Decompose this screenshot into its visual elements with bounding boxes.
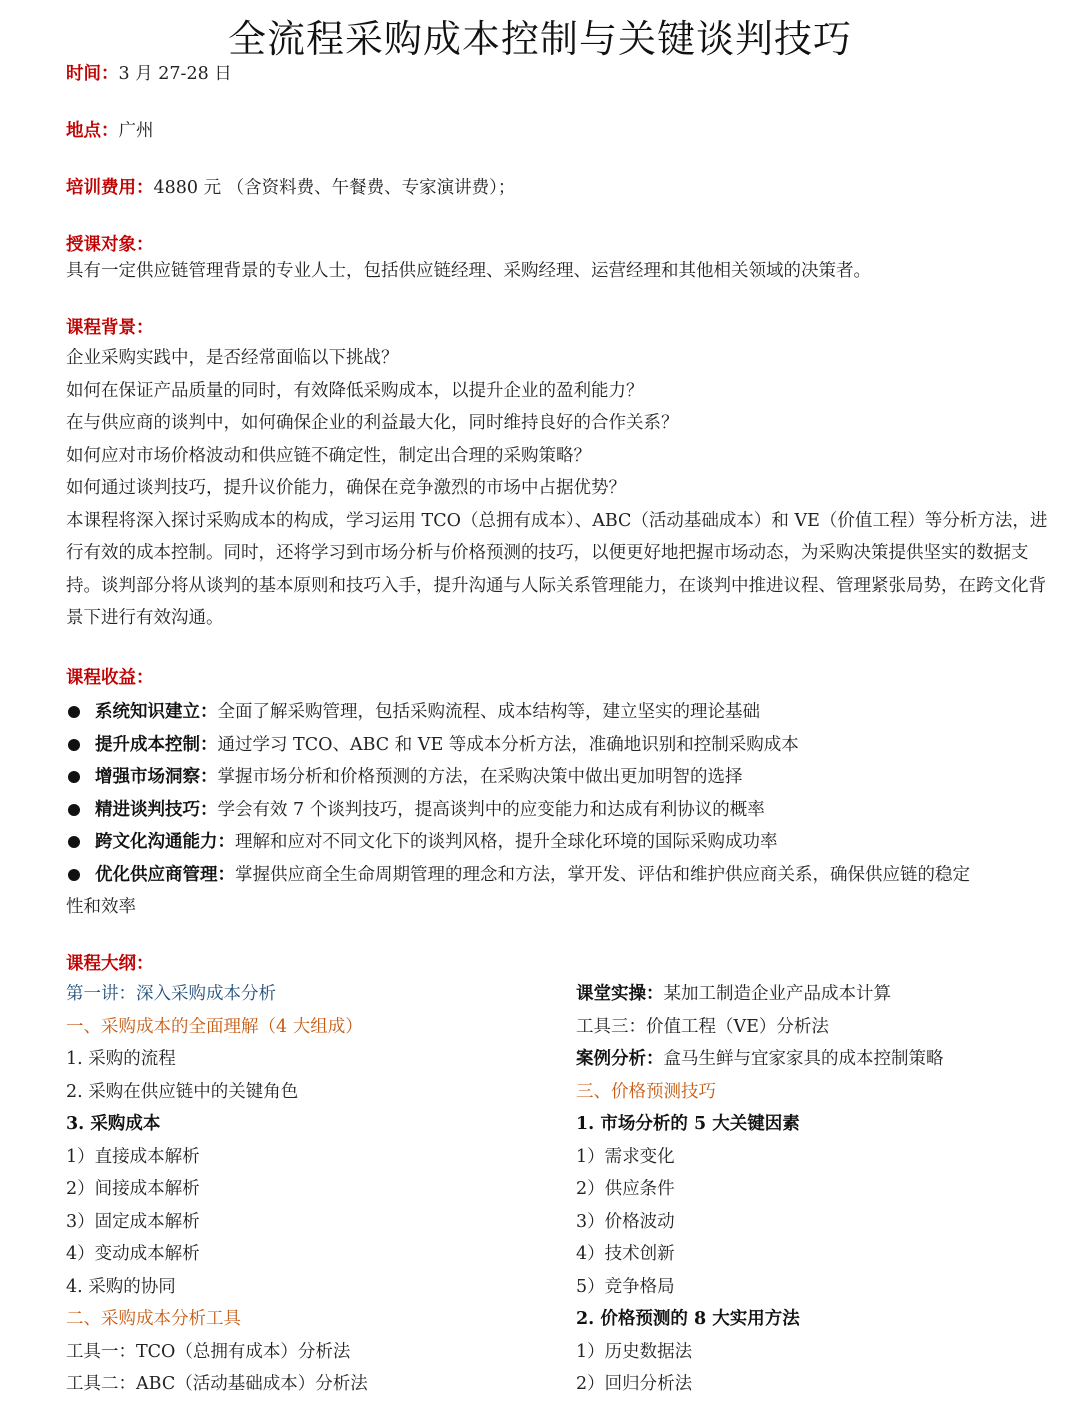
background-question: 在与供应商的谈判中，如何确保企业的利益最大化，同时维持良好的合作关系？: [66, 413, 679, 433]
place-value: 广州: [118, 121, 154, 141]
background-question: 企业采购实践中，是否经常面临以下挑战？: [66, 348, 399, 368]
section-heading: 二、采购成本分析工具: [66, 1309, 241, 1329]
list-item: [66, 761, 1051, 794]
bullet-icon: [68, 804, 80, 816]
background-question: 如何在保证产品质量的同时，有效降低采购成本，以提升企业的盈利能力？: [66, 380, 644, 401]
outline-subitem: 3）固定成本解析: [66, 1211, 200, 1232]
outline-item: 2. 价格预测的 8 大实用方法: [576, 1309, 800, 1329]
benefit-text: 学会有效 7 个谈判技巧，提高谈判中的应变能力和达成有利协议的概率: [217, 799, 765, 820]
outline-subitem: 4）变动成本解析: [66, 1244, 200, 1264]
outline-subitem: 2）供应条件: [576, 1179, 675, 1199]
case-line: [576, 1043, 1056, 1076]
lecture-heading: 第一讲：深入采购成本分析: [66, 984, 276, 1004]
practice-line: [576, 978, 1056, 1011]
bullet-icon: [68, 706, 80, 718]
benefit-title: 系统知识建立：: [95, 702, 218, 722]
time-line: [66, 62, 232, 86]
audience-text: 具有一定供应链管理背景的专业人士，包括供应链经理、采购经理、运营经理和其他相关领域的决策者。: [66, 261, 871, 281]
benefits-label: 课程收益：: [66, 668, 154, 688]
bullet-icon: [68, 771, 80, 783]
outline-left-column: [66, 978, 546, 1401]
benefit-title: 精进谈判技巧：: [95, 799, 218, 820]
list-item: [66, 826, 1051, 859]
list-item: [66, 794, 1051, 827]
outline-subitem: 4）技术创新: [576, 1244, 675, 1264]
background-body: [66, 342, 1051, 635]
outline-subitem: 2）间接成本解析: [66, 1179, 200, 1199]
benefit-text: 全面了解采购管理，包括采购流程、成本结构等，建立坚实的理论基础: [217, 702, 760, 722]
background-label: 课程背景：: [66, 318, 154, 338]
benefit-title: 增强市场洞察：: [95, 767, 218, 787]
outline-tool: 工具二：ABC（活动基础成本）分析法: [66, 1374, 368, 1394]
outline-item: 2. 采购在供应链中的关键角色: [66, 1081, 299, 1102]
outline-item: 4. 采购的协同: [66, 1276, 176, 1297]
outline-label: 课程大纲：: [66, 954, 154, 974]
list-item: [66, 729, 1051, 762]
outline-tool: 工具一：TCO（总拥有成本）分析法: [66, 1341, 351, 1362]
outline-subitem: 1）直接成本解析: [66, 1146, 200, 1167]
background-question: 如何应对市场价格波动和供应链不确定性，制定出合理的采购策略？: [66, 445, 591, 466]
benefits-label-line: [66, 666, 154, 690]
place-line: [66, 119, 154, 143]
outline-subitem: 2）回归分析法: [576, 1374, 693, 1394]
benefit-text: 理解和应对不同文化下的谈判风格，提升全球化环境的国际采购成功率: [235, 832, 778, 852]
outline-right-column: [576, 978, 1056, 1401]
benefits-list: [66, 696, 1051, 924]
background-paragraph: 本课程将深入探讨采购成本的构成，学习运用 TCO（总拥有成本）、ABC（活动基础成本）和 VE（价值工程）等分析方法，进行有效的成本控制。同时，还将学习到市场分析与价格预测的技巧，以便更好地把握市场动态，为采购决策提供坚实的数据支持。谈判部分将从谈判的基本原则和技巧入手，提升沟通与人际关系管理能力，在谈判中推进议程、管理紧张局势，在跨文化背景下进行有效沟通。: [66, 510, 1048, 628]
outline-label-line: [66, 952, 154, 976]
case-label: 案例分析：: [576, 1049, 664, 1069]
case-text: 盒马生鲜与宜家家具的成本控制策略: [663, 1049, 944, 1069]
fee-label: 培训费用：: [66, 178, 154, 198]
time-label: 时间：: [66, 64, 119, 84]
page-title: 全流程采购成本控制与关键谈判技巧: [227, 17, 852, 61]
outline-item: 1. 市场分析的 5 大关键因素: [576, 1114, 800, 1134]
bullet-icon: [68, 869, 80, 881]
outline-subitem: 3）价格波动: [576, 1211, 675, 1232]
outline-item: 1. 采购的流程: [66, 1049, 176, 1069]
practice-text: 某加工制造企业产品成本计算: [663, 984, 891, 1004]
bullet-icon: [68, 739, 80, 751]
audience-label-line: [66, 233, 154, 257]
benefit-title: 提升成本控制：: [95, 734, 218, 755]
benefit-text-continuation: 性和效率: [66, 897, 136, 917]
outline-subitem: 5）竞争格局: [576, 1276, 675, 1297]
benefit-title: 优化供应商管理：: [95, 864, 235, 885]
outline-subitem: 1）历史数据法: [576, 1341, 693, 1362]
outline-subitem: 1）需求变化: [576, 1146, 675, 1167]
benefit-text: 掌握市场分析和价格预测的方法，在采购决策中做出更加明智的选择: [217, 767, 743, 787]
benefit-title: 跨文化沟通能力：: [95, 832, 235, 852]
benefit-text: 掌握供应商全生命周期管理的理念和方法，掌开发、评估和维护供应商关系，确保供应链的稳定: [235, 864, 970, 885]
outline-item: 3. 采购成本: [66, 1114, 161, 1134]
list-item: [66, 696, 1051, 729]
background-question: 如何通过谈判技巧，提升议价能力，确保在竞争激烈的市场中占据优势？: [66, 478, 626, 498]
bullet-icon: [68, 836, 80, 848]
list-item: [66, 859, 1051, 924]
place-label: 地点：: [66, 121, 119, 141]
section-heading: 一、采购成本的全面理解（4 大组成）: [66, 1016, 363, 1037]
audience-label: 授课对象：: [66, 235, 154, 255]
time-value: 3 月 27-28 日: [118, 64, 232, 84]
fee-line: [66, 176, 515, 200]
practice-label: 课堂实操：: [576, 984, 664, 1004]
benefit-text: 通过学习 TCO、ABC 和 VE 等成本分析方法，准确地识别和控制采购成本: [217, 734, 799, 755]
fee-value: 4880 元 （含资料费、午餐费、专家演讲费）；: [153, 178, 516, 198]
section-heading: 三、价格预测技巧: [576, 1081, 716, 1102]
outline-tool: 工具三：价值工程（VE）分析法: [576, 1016, 829, 1037]
background-label-line: [66, 316, 154, 340]
